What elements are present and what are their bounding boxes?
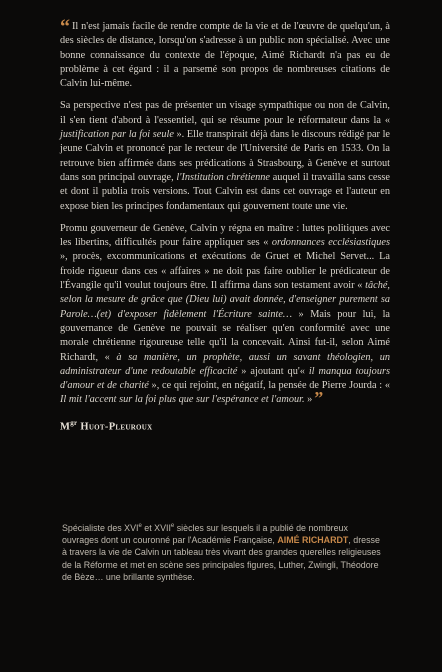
review-paragraph-1: “ Il n'est jamais facile de rendre compte de la vie et de l'œuvre de quelqu'un, à des siècles de distance, lorsqu'on s'adresse à un public non spécialisé. Avec une bonne connaissance du contexte de l'époque, Aimé Richardt n'a pas eu de problème à cet égard : il a parsemé son propos de nombreuses citations de Calvin lui-même. [60, 16, 390, 90]
review-paragraph-2: Sa perspective n'est pas de présenter un visage sympathique ou non de Calvin, il s'en tient d'abord à l'essentiel, qui se résume pour le réformateur dans la « justification par la foi seule ». Elle transpirait déjà dans le discours rédigé par le jeune Calvin et prononcé par le recteur de l'Université de Paris en 1533. On la retrouve bien affirmée dans ses prédications à Strasbourg, à Genève et surtout dans son principal ouvrage, l'Institution chrétienne auquel il travailla sans cesse et dont il publia trois versions. Tout Calvin est dans cet ouvrage et l'auteur en expose bien les principes fondamentaux qui gouvernent toute une vie. [60, 100, 390, 212]
review-paragraph-3: Promu gouverneur de Genève, Calvin y régna en maître : luttes politiques avec les libertins, difficultés pour faire appliquer ses « ordonnances ecclésiastiques », procès, excommunications et exécutions de Gruet et Michel Servet... La froide rigueur dans ces « affaires » ne doit pas faire oublier le prédicateur de l'Évangile qu'il voulut toujours être. Il affirma dans son testament avoir « tâché, selon la mesure de grâce que (Dieu lui) avait donnée, d'enseigner purement sa Parole…(et) d'exposer fidèlement l'Écriture sainte… » Mais pour lui, la gouvernance de Genève ne pouvait se réaliser qu'en conformité avec une morale chrétienne rigoureuse telle qu'il la concevait. Ainsi fut-il, selon Aimé Richardt, « à sa manière, un prophète, aussi un savant théologien, un administrateur d'une redoutable efficacité » ajoutant qu'« il manqua toujours d'amour et de charité », ce qui rejoint, en négatif, la pensée de Pierre Jourda : « Il mit l'accent sur la foi plus que sur l'espérance et l'amour. » ” [60, 222, 391, 409]
review-signature: $M^{gr}$ Huot-Pleuroux [60, 418, 153, 433]
author-bio: Spécialiste des XVIe et XVIIe siècles sur lesquels il a publié de nombreux ouvrages dont un couronné par l'Académie Française, AIMÉ RICHARDT, dresse à travers la vie de Calvin un tableau très vivant des grandes querelles religieuses de la Réforme et met en scène ses principales figures, Luther, Zwingli, Théodore de Bèze… une brillante synthèse. [62, 522, 381, 582]
closing-quote-mark: ” [314, 388, 324, 409]
review-quote [60, 16, 391, 435]
opening-quote-mark: “ [60, 16, 70, 38]
author-name: AIMÉ RICHARDT [277, 535, 349, 546]
